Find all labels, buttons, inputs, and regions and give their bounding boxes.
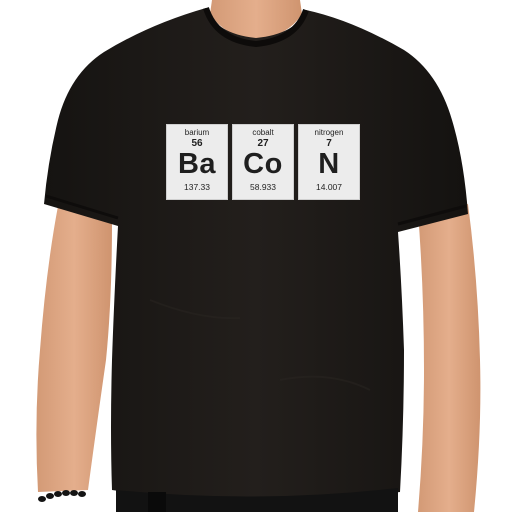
element-tile-nitrogen bbox=[298, 124, 360, 200]
atomic-mass: 14.007 bbox=[316, 182, 342, 192]
element-symbol: Ba bbox=[177, 148, 217, 180]
bracelet bbox=[38, 490, 86, 502]
left-arm bbox=[36, 206, 112, 492]
element-name: nitrogen bbox=[314, 128, 344, 137]
atomic-mass: 58.933 bbox=[250, 182, 276, 192]
periodic-table-print bbox=[166, 124, 364, 202]
atomic-number: 7 bbox=[326, 138, 332, 149]
atomic-number: 56 bbox=[191, 138, 203, 149]
atomic-number: 27 bbox=[257, 138, 269, 149]
right-arm bbox=[418, 204, 480, 512]
belt-loop bbox=[148, 492, 166, 512]
element-tile-barium bbox=[166, 124, 228, 200]
element-symbol: Co bbox=[243, 148, 283, 180]
element-symbol: N bbox=[318, 148, 340, 180]
atomic-mass: 137.33 bbox=[184, 182, 210, 192]
element-name: barium bbox=[184, 128, 210, 137]
element-name: cobalt bbox=[252, 128, 274, 137]
element-tile-cobalt bbox=[232, 124, 294, 200]
